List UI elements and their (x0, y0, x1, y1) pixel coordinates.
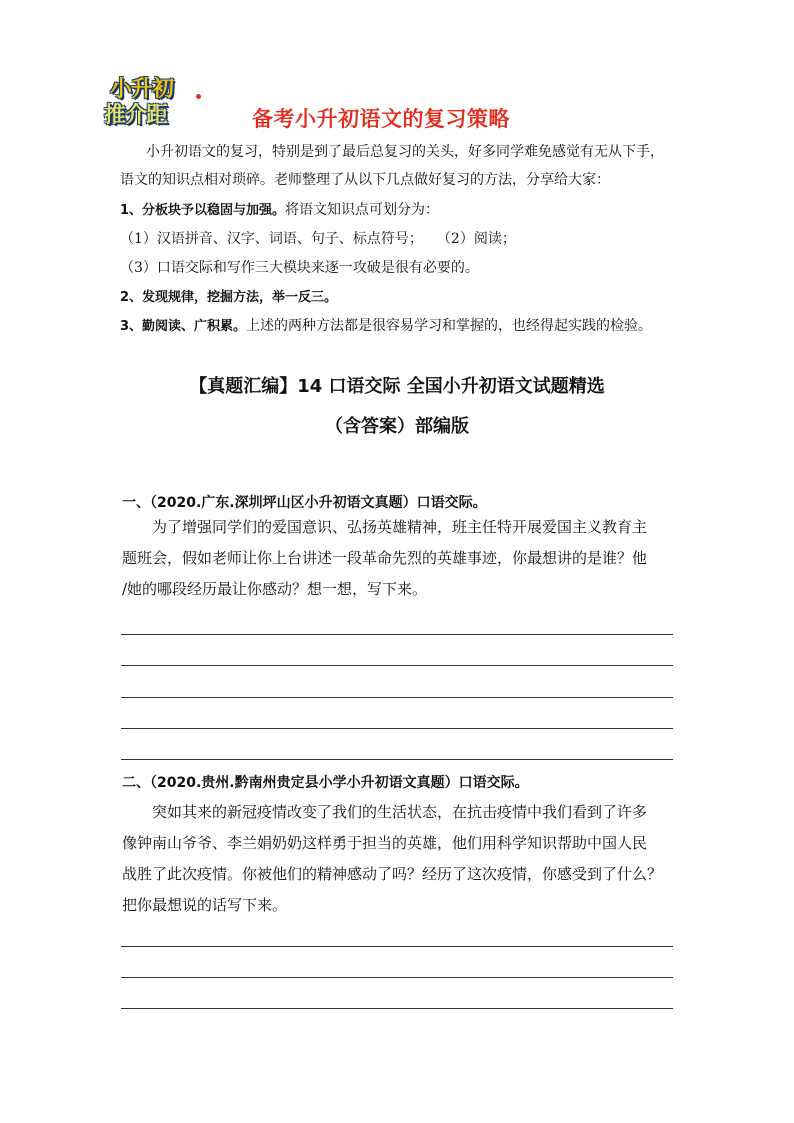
question-1-line: /她的哪段经历最让你感动？想一想，写下来。 (122, 580, 428, 598)
question-2-line: 战胜了此次疫情。你被他们的精神感动了吗？经历了这次疫情，你感受到了什么？ (122, 865, 663, 883)
answer-line[interactable] (121, 946, 673, 947)
question-1-line: 题班会，假如老师让你上台讲述一段革命先烈的英雄事迹，你最想讲的是谁？他 (122, 549, 648, 567)
logo-text-line1: 小升初 (110, 77, 174, 102)
answer-line[interactable] (121, 728, 673, 729)
question-2-body (122, 797, 677, 921)
logo-text-line2: 推介距 (104, 103, 168, 128)
question-2-heading: 二、（2020.贵州.黔南州贵定县小学小升初语文真题）口语交际。 (122, 775, 529, 791)
answer-line[interactable] (121, 1008, 673, 1009)
answer-line[interactable] (121, 634, 673, 635)
strategy-item-3-text: 上述的两种方法都是很容易学习和掌握的，也经得起实践的检验。 (246, 318, 653, 334)
page-title: 备考小升初语文的复习策略 (252, 107, 510, 131)
strategy-item-1-text: 将语文知识点可划分为： (285, 202, 440, 218)
answer-line[interactable] (121, 759, 673, 760)
strategy-item-1-bold: 1、分板块予以稳固与加强。 (120, 203, 286, 218)
strategy-item-2 (120, 287, 337, 308)
strategy-item-1-sub-2: （3）口语交际和写作三大模块来逐一攻破是很有必要的。 (120, 260, 479, 276)
question-1-heading: 一、（2020.广东.深圳坪山区小升初语文真题）口语交际。 (122, 495, 487, 511)
document-title-line-2: （含答案）部编版 (325, 416, 469, 437)
question-1-line: 为了增强同学们的爱国意识、弘扬英雄精神，班主任特开展爱国主义教育主 (122, 518, 648, 536)
answer-line[interactable] (121, 977, 673, 978)
strategy-item-3 (120, 316, 652, 337)
logo (104, 72, 214, 128)
logo-dot (196, 94, 201, 99)
question-1-body (122, 512, 677, 605)
answer-line[interactable] (121, 697, 673, 698)
answer-line[interactable] (121, 665, 673, 666)
question-2-line: 突如其来的新冠疫情改变了我们的生活状态，在抗击疫情中我们看到了许多 (122, 803, 648, 821)
strategy-item-2-bold: 2、发现规律，挖掘方法，举一反三。 (120, 290, 338, 305)
question-2-line: 像钟南山爷爷、李兰娟奶奶这样勇于担当的英雄，他们用科学知识帮助中国人民 (122, 834, 648, 852)
intro-line-2: 语文的知识点相对琐碎。老师整理了从以下几点做好复习的方法，分享给大家： (120, 172, 610, 188)
document-title-line-1: 【真题汇编】14 口语交际 全国小升初语文试题精选 (189, 376, 605, 397)
strategy-item-1-sub-1: （1）汉语拼音、汉字、词语、句子、标点符号； （2）阅读； (120, 231, 516, 247)
intro-line-1: 小升初语文的复习，特别是到了最后总复习的关头，好多同学难免感觉有无从下手， (146, 144, 664, 160)
strategy-item-3-bold: 3、勤阅读、广积累。 (120, 319, 247, 334)
strategy-item-1 (120, 200, 439, 221)
question-2-line: 把你最想说的话写下来。 (122, 896, 288, 914)
